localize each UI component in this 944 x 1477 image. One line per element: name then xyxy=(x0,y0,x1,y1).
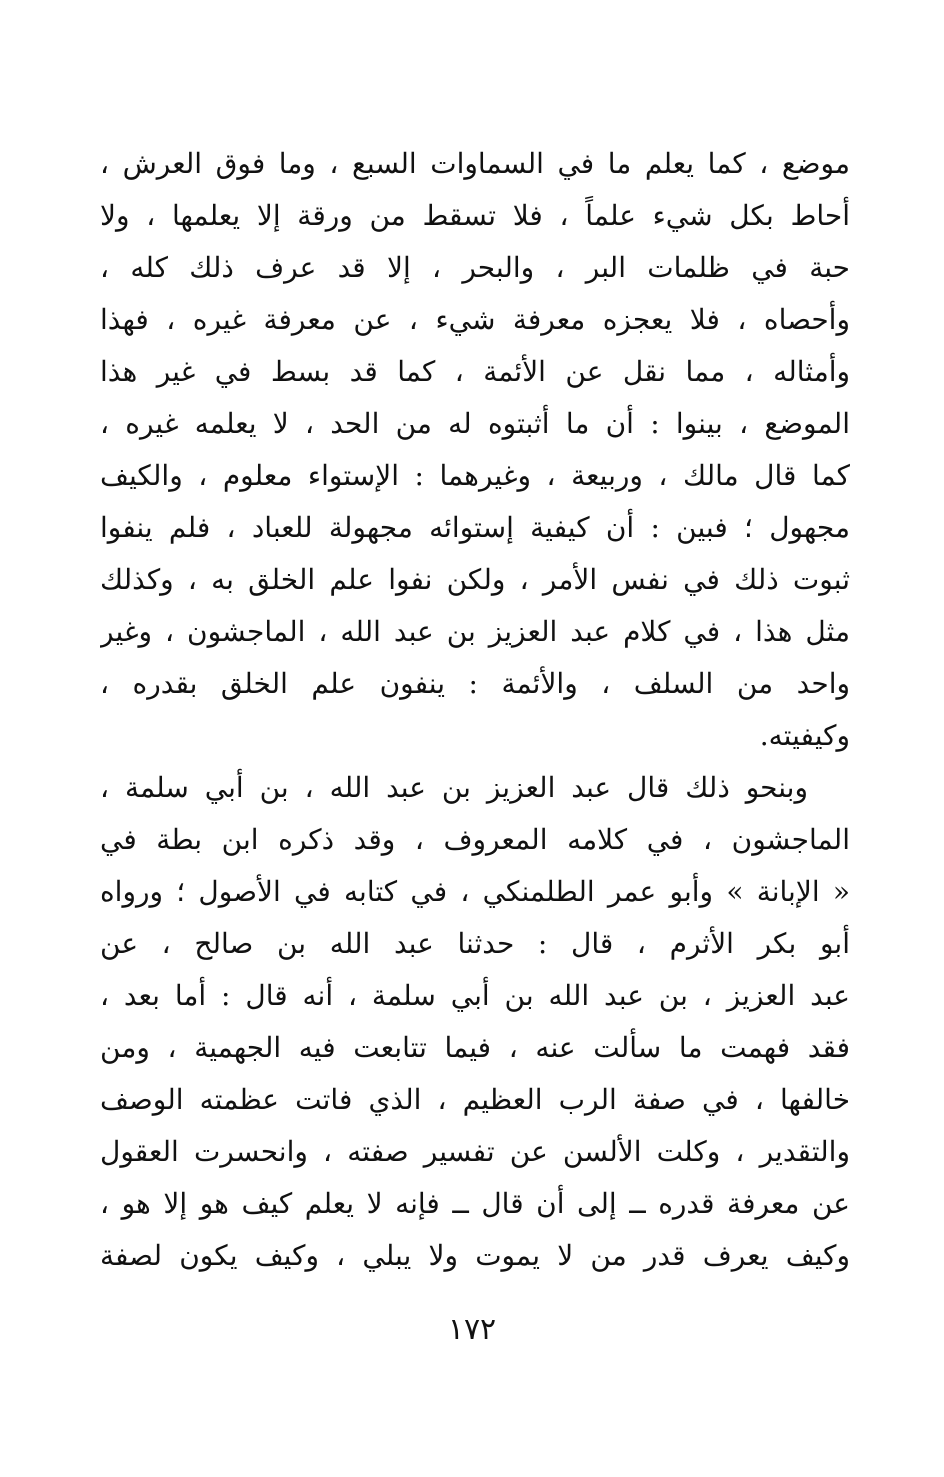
text-line: عبد العزيز ، بن عبد الله بن أبي سلمة ، أنه قال : أما بعد ، xyxy=(100,979,850,1012)
text-line: وبنحو ذلك قال عبد العزيز بن عبد الله ، بن أبي سلمة ، xyxy=(100,771,808,804)
text-line: أبو بكر الأثرم ، قال : حدثنا عبد الله بن صالح ، عن xyxy=(100,927,850,960)
text-line: الماجشون ، في كلامه المعروف ، وقد ذكره ابن بطة في xyxy=(100,823,850,856)
paragraph-2 xyxy=(100,762,850,1282)
paragraph-1 xyxy=(100,138,850,762)
text-line: وكيفيته. xyxy=(759,719,850,752)
text-line: « الإبانة » وأبو عمر الطلمنكي ، في كتابه في الأصول ؛ ورواه xyxy=(100,875,850,908)
text-line: واحد من السلف ، والأئمة : ينفون علم الخلق بقدره ، xyxy=(100,667,850,700)
text-line: الموضع ، بينوا : أن ما أثبتوه له من الحد ، لا يعلمه غيره ، xyxy=(100,407,850,440)
text-line: عن معرفة قدره ــ إلى أن قال ــ فإنه لا يعلم كيف هو إلا هو ، xyxy=(100,1187,850,1220)
text-line: خالفها ، في صفة الرب العظيم ، الذي فاتت عظمته الوصف xyxy=(100,1083,850,1116)
text-line: مجهول ؛ فبين : أن كيفية إستوائه مجهولة للعباد ، فلم ينفوا xyxy=(100,511,850,544)
text-line: وأحصاه ، فلا يعجزه معرفة شيء ، عن معرفة غيره ، فهذا xyxy=(100,303,850,336)
text-line: موضع ، كما يعلم ما في السماوات السبع ، وما فوق العرش ، xyxy=(100,147,850,180)
page-number: ١٧٢ xyxy=(447,1312,497,1347)
text-line: وكيف يعرف قدر من لا يموت ولا يبلي ، وكيف يكون لصفة xyxy=(100,1239,850,1272)
text-line: ثبوت ذلك في نفس الأمر ، ولكن نفوا علم الخلق به ، وكذلك xyxy=(100,563,850,596)
text-line: كما قال مالك ، وربيعة ، وغيرهما : الإستواء معلوم ، والكيف xyxy=(100,459,850,492)
text-line: أحاط بكل شيء علماً ، فلا تسقط من ورقة إلا يعلمها ، ولا xyxy=(100,199,850,232)
text-line: مثل هذا ، في كلام عبد العزيز بن عبد الله ، الماجشون ، وغير xyxy=(100,615,850,648)
text-line: والتقدير ، وكلت الألسن عن تفسير صفته ، وانحسرت العقول xyxy=(100,1135,850,1168)
text-line: وأمثاله ، مما نقل عن الأئمة ، كما قد بسط في غير هذا xyxy=(100,355,850,388)
text-line: فقد فهمت ما سألت عنه ، فيما تتابعت فيه الجهمية ، ومن xyxy=(100,1031,850,1064)
text-line: حبة في ظلمات البر ، والبحر ، إلا قد عرف ذلك كله ، xyxy=(100,251,850,284)
